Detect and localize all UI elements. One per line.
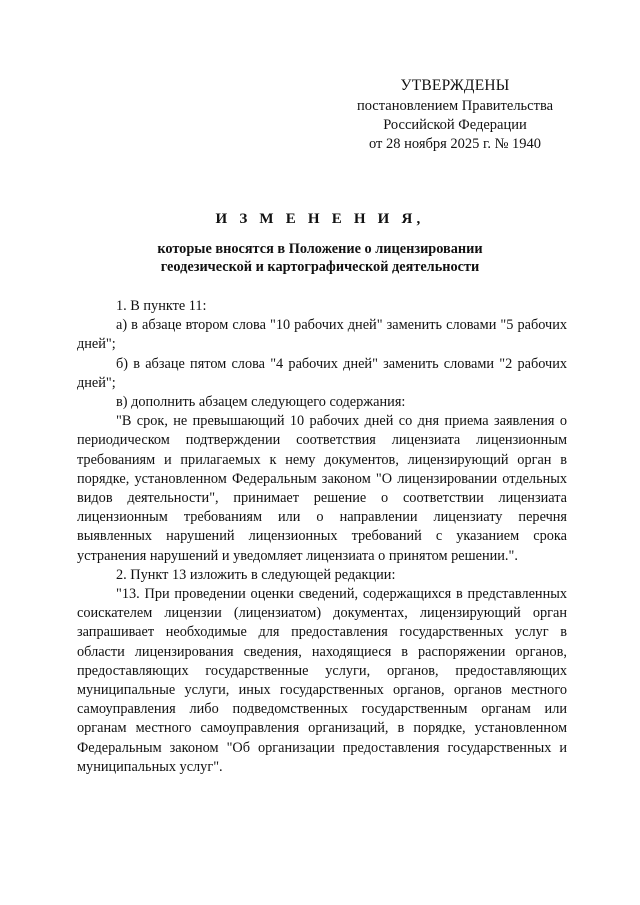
paragraph-subitem-a: а) в абзаце втором слова "10 рабочих дней" заменить словами "5 рабочих дней"; xyxy=(77,317,567,353)
approval-line: постановлением Правительства xyxy=(356,98,554,114)
document-body xyxy=(77,297,567,777)
paragraph-subitem-v: в) дополнить абзацем следующего содержания: xyxy=(116,394,406,411)
subtitle-line: геодезической и картографической деятельности xyxy=(160,259,480,275)
approval-date: от 28 ноября 2025 г. № 1940 xyxy=(368,136,542,152)
document-subtitle xyxy=(60,240,580,276)
approval-line: Российской Федерации xyxy=(383,117,527,133)
paragraph-subitem-b: б) в абзаце пятом слова "4 рабочих дней" заменить словами "2 рабочих дней"; xyxy=(77,355,567,391)
approval-title: УТВЕРЖДЕНЫ xyxy=(400,77,510,94)
paragraph-item-13-text: "13. При проведении оценки сведений, содержащихся в представленных соискателем лицензии (лицензиатом) документах, лицензирующий орган запрашивает необходимые для предоставления государственных услуг в области лицензирования сведения, находящиеся в распоряжении органов, предоставляющих государственные услуги, органов, предоставляющих муниципальные услуги, иных государственных органов, органов местного самоуправления либо подведомственных государственным органам или органам местного самоуправления организаций, в порядке, установленном Федеральным законом "Об организации предоставления государственных и муниципальных услуг". xyxy=(77,586,567,775)
approval-stamp xyxy=(345,76,565,154)
paragraph-item-1: 1. В пункте 11: xyxy=(116,298,207,314)
paragraph-item-2: 2. Пункт 13 изложить в следующей редакции: xyxy=(116,566,396,583)
subtitle-line: которые вносятся в Положение о лицензировании xyxy=(157,241,483,257)
document-title: И З М Е Н Е Н И Я, xyxy=(215,211,425,227)
paragraph-quoted-insert: "В срок, не превышающий 10 рабочих дней со дня приема заявления о периодическом подтверждении соответствия лицензиата лицензионным требованиям и прилагаемых к нему документов, лицензирующий орган в порядке, установленном Федеральным законом "О лицензировании отдельных видов деятельности", принимает решение о соответствии лицензиата лицензионным требованиям или о направлении лицензиату перечня выявленных нарушений лицензионных требований с указанием срока устранения нарушений и уведомляет лицензиата о принятом решении.". xyxy=(77,413,567,564)
